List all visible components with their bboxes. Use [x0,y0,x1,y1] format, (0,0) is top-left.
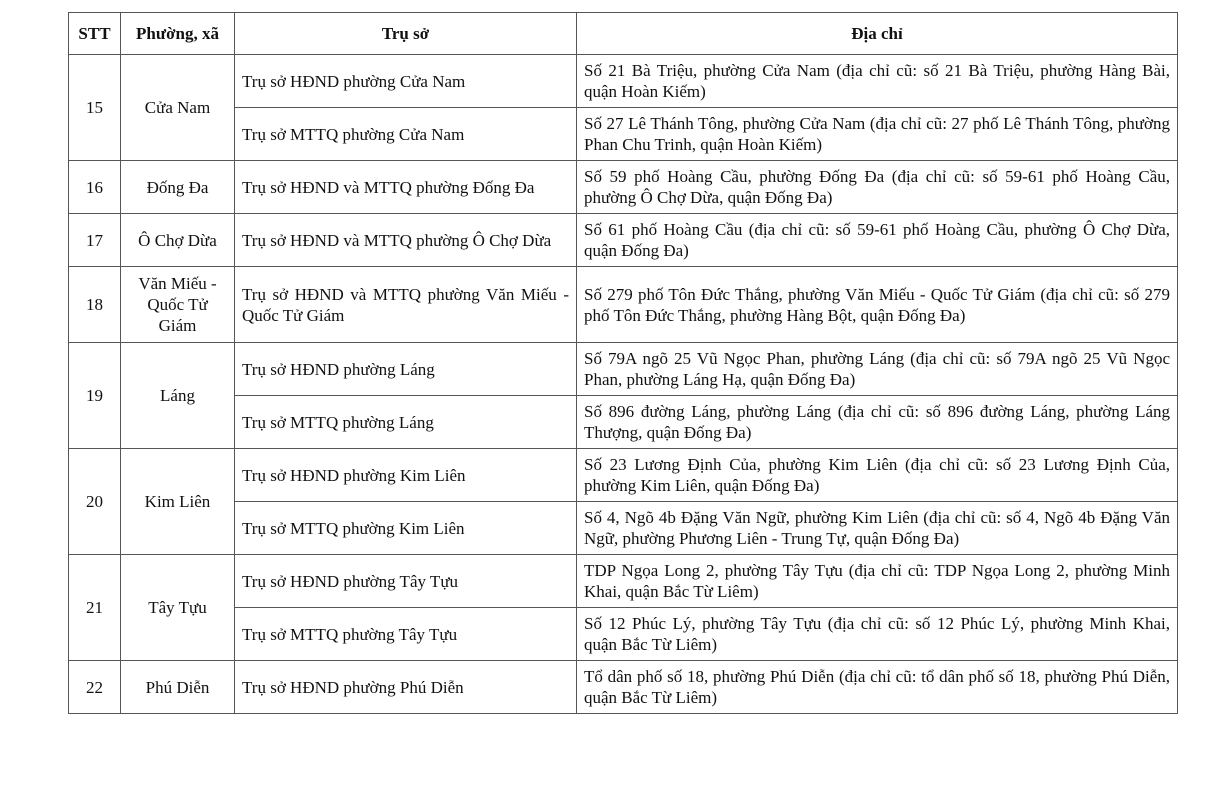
header-address: Địa chỉ [577,13,1178,55]
office-name: Trụ sở HĐND và MTTQ phường Văn Miếu - Quốc Tử Giám [235,267,577,343]
table-row [69,161,1178,214]
office-address: Tổ dân phố số 18, phường Phú Diễn (địa chỉ cũ: tổ dân phố số 18, phường Phú Diễn, quận Bắc Từ Liêm) [577,661,1178,714]
office-name: Trụ sở MTTQ phường Láng [235,396,577,449]
office-address: Số 279 phố Tôn Đức Thắng, phường Văn Miếu - Quốc Tử Giám (địa chỉ cũ: số 279 phố Tôn Đức Thắng, phường Hàng Bột, quận Đống Đa) [577,267,1178,343]
row-ward: Đống Đa [121,161,235,214]
row-ward: Tây Tựu [121,555,235,661]
office-name: Trụ sở MTTQ phường Cửa Nam [235,108,577,161]
row-ward: Văn Miếu - Quốc Tử Giám [121,267,235,343]
office-address: Số 59 phố Hoàng Cầu, phường Đống Đa (địa chỉ cũ: số 59-61 phố Hoàng Cầu, phường Ô Chợ Dừa, quận Đống Đa) [577,161,1178,214]
office-address: Số 61 phố Hoàng Cầu (địa chỉ cũ: số 59-61 phố Hoàng Cầu, phường Ô Chợ Dừa, quận Đống Đa) [577,214,1178,267]
row-stt: 18 [69,267,121,343]
office-address: TDP Ngọa Long 2, phường Tây Tựu (địa chỉ cũ: TDP Ngọa Long 2, phường Minh Khai, quận Bắc Từ Liêm) [577,555,1178,608]
row-stt: 22 [69,661,121,714]
office-name: Trụ sở HĐND và MTTQ phường Đống Đa [235,161,577,214]
row-ward: Phú Diễn [121,661,235,714]
table-row [69,661,1178,714]
office-name: Trụ sở HĐND và MTTQ phường Ô Chợ Dừa [235,214,577,267]
table-row [69,343,1178,396]
office-table [68,12,1178,714]
office-address: Số 23 Lương Định Của, phường Kim Liên (địa chỉ cũ: số 23 Lương Định Của, phường Kim Liên, quận Đống Đa) [577,449,1178,502]
table-row [69,267,1178,343]
header-ward: Phường, xã [121,13,235,55]
office-address: Số 12 Phúc Lý, phường Tây Tựu (địa chỉ cũ: số 12 Phúc Lý, phường Minh Khai, quận Bắc Từ Liêm) [577,608,1178,661]
office-name: Trụ sở HĐND phường Kim Liên [235,449,577,502]
table-row [69,396,1178,449]
row-stt: 15 [69,55,121,161]
office-name: Trụ sở HĐND phường Phú Diễn [235,661,577,714]
table-row [69,502,1178,555]
table-row [69,214,1178,267]
table-row [69,555,1178,608]
row-ward: Kim Liên [121,449,235,555]
office-address: Số 21 Bà Triệu, phường Cửa Nam (địa chỉ cũ: số 21 Bà Triệu, phường Hàng Bài, quận Hoàn Kiếm) [577,55,1178,108]
row-stt: 20 [69,449,121,555]
header-stt: STT [69,13,121,55]
office-address: Số 4, Ngõ 4b Đặng Văn Ngữ, phường Kim Liên (địa chỉ cũ: số 4, Ngõ 4b Đặng Văn Ngữ, phường Phương Liên - Trung Tự, quận Đống Đa) [577,502,1178,555]
row-stt: 16 [69,161,121,214]
office-name: Trụ sở HĐND phường Láng [235,343,577,396]
row-ward: Cửa Nam [121,55,235,161]
table-row [69,108,1178,161]
office-name: Trụ sở MTTQ phường Kim Liên [235,502,577,555]
office-address: Số 896 đường Láng, phường Láng (địa chỉ cũ: số 896 đường Láng, phường Láng Thượng, quận Đống Đa) [577,396,1178,449]
row-stt: 19 [69,343,121,449]
row-ward: Láng [121,343,235,449]
office-name: Trụ sở HĐND phường Tây Tựu [235,555,577,608]
row-ward: Ô Chợ Dừa [121,214,235,267]
office-address: Số 27 Lê Thánh Tông, phường Cửa Nam (địa chỉ cũ: 27 phố Lê Thánh Tông, phường Phan Chu Trinh, quận Hoàn Kiếm) [577,108,1178,161]
table-row [69,55,1178,108]
table-row [69,449,1178,502]
header-row [69,13,1178,55]
row-stt: 17 [69,214,121,267]
table-row [69,608,1178,661]
office-name: Trụ sở HĐND phường Cửa Nam [235,55,577,108]
office-address: Số 79A ngõ 25 Vũ Ngọc Phan, phường Láng (địa chỉ cũ: số 79A ngõ 25 Vũ Ngọc Phan, phường Láng Hạ, quận Đống Đa) [577,343,1178,396]
header-office: Trụ sở [235,13,577,55]
office-name: Trụ sở MTTQ phường Tây Tựu [235,608,577,661]
row-stt: 21 [69,555,121,661]
